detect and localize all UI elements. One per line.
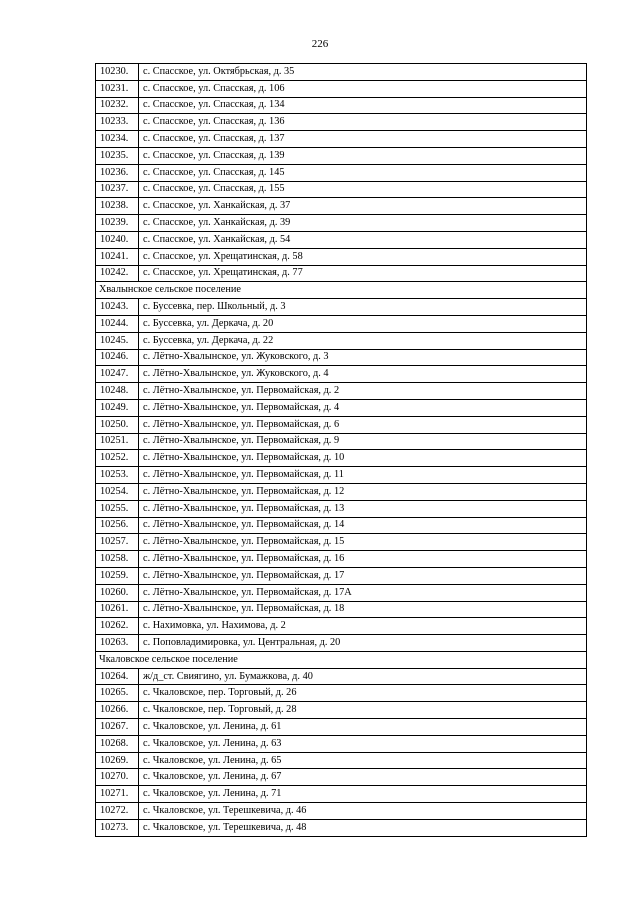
table-row [96,181,587,198]
row-number: 10236. [96,164,139,181]
row-number: 10259. [96,567,139,584]
row-number: 10264. [96,668,139,685]
table-row [96,64,587,81]
row-number: 10272. [96,803,139,820]
row-address: с. Чкаловское, ул. Терешкевича, д. 46 [139,803,587,820]
table-row [96,97,587,114]
row-address: с. Лётно-Хвалынское, ул. Первомайская, д. 13 [139,500,587,517]
row-number: 10247. [96,366,139,383]
row-address: с. Лётно-Хвалынское, ул. Первомайская, д. 12 [139,483,587,500]
row-address: с. Лётно-Хвалынское, ул. Первомайская, д. 10 [139,450,587,467]
row-address: с. Спасское, ул. Спасская, д. 139 [139,147,587,164]
row-address: с. Лётно-Хвалынское, ул. Первомайская, д. 11 [139,467,587,484]
table-row [96,164,587,181]
table-row [96,332,587,349]
row-number: 10266. [96,702,139,719]
row-number: 10242. [96,265,139,282]
row-address: с. Спасское, ул. Октябрьская, д. 35 [139,64,587,81]
row-number: 10246. [96,349,139,366]
row-number: 10255. [96,500,139,517]
row-address: с. Спасское, ул. Спасская, д. 134 [139,97,587,114]
row-number: 10261. [96,601,139,618]
section-row [96,282,587,299]
table-row [96,551,587,568]
table-row [96,601,587,618]
row-address: с. Лётно-Хвалынское, ул. Первомайская, д. 2 [139,383,587,400]
row-number: 10240. [96,231,139,248]
table-row [96,248,587,265]
row-address: с. Спасское, ул. Ханкайская, д. 54 [139,231,587,248]
table-row [96,668,587,685]
row-address: с. Нахимовка, ул. Нахимова, д. 2 [139,618,587,635]
table-row [96,416,587,433]
row-address: с. Спасское, ул. Спасская, д. 155 [139,181,587,198]
section-row [96,651,587,668]
row-number: 10235. [96,147,139,164]
row-number: 10267. [96,719,139,736]
table-row [96,500,587,517]
row-address: с. Лётно-Хвалынское, ул. Первомайская, д. 6 [139,416,587,433]
table-row [96,366,587,383]
table-row [96,618,587,635]
row-address: с. Спасское, ул. Ханкайская, д. 39 [139,215,587,232]
row-number: 10248. [96,383,139,400]
row-number: 10239. [96,215,139,232]
row-number: 10253. [96,467,139,484]
row-address: с. Спасское, ул. Спасская, д. 145 [139,164,587,181]
row-address: с. Чкаловское, ул. Ленина, д. 67 [139,769,587,786]
table-row [96,819,587,836]
table-row [96,483,587,500]
row-address: с. Лётно-Хвалынское, ул. Первомайская, д. 9 [139,433,587,450]
address-table [95,63,587,837]
row-number: 10243. [96,299,139,316]
row-address: с. Буссевка, ул. Деркача, д. 22 [139,332,587,349]
table-row [96,685,587,702]
row-address: с. Лётно-Хвалынское, ул. Первомайская, д. 17 [139,567,587,584]
row-address: с. Спасское, ул. Спасская, д. 106 [139,80,587,97]
table-row [96,719,587,736]
row-address: с. Чкаловское, пер. Торговый, д. 28 [139,702,587,719]
table-row [96,584,587,601]
table-row [96,534,587,551]
row-address: с. Спасское, ул. Спасская, д. 137 [139,131,587,148]
page-number: 226 [311,38,329,50]
table-row [96,80,587,97]
row-number: 10256. [96,517,139,534]
row-number: 10238. [96,198,139,215]
table-row [96,752,587,769]
table-row [96,450,587,467]
row-address: с. Лётно-Хвалынское, ул. Первомайская, д. 17А [139,584,587,601]
row-number: 10249. [96,399,139,416]
table-row [96,467,587,484]
table-row [96,147,587,164]
row-number: 10230. [96,64,139,81]
table-row [96,735,587,752]
row-address: с. Спасское, ул. Хрещатинская, д. 77 [139,265,587,282]
row-address: с. Поповладимировка, ул. Центральная, д. 20 [139,635,587,652]
row-address: с. Чкаловское, ул. Ленина, д. 63 [139,735,587,752]
row-number: 10270. [96,769,139,786]
row-number: 10271. [96,786,139,803]
row-address: с. Чкаловское, ул. Терешкевича, д. 48 [139,819,587,836]
table-row [96,114,587,131]
row-number: 10232. [96,97,139,114]
row-address: с. Лётно-Хвалынское, ул. Первомайская, д. 18 [139,601,587,618]
table-row [96,803,587,820]
table-row [96,786,587,803]
row-number: 10273. [96,819,139,836]
row-number: 10245. [96,332,139,349]
address-table-body [96,64,587,837]
row-number: 10263. [96,635,139,652]
row-number: 10262. [96,618,139,635]
row-address: с. Лётно-Хвалынское, ул. Первомайская, д. 15 [139,534,587,551]
table-row [96,315,587,332]
table-row [96,231,587,248]
row-number: 10234. [96,131,139,148]
row-number: 10250. [96,416,139,433]
row-number: 10231. [96,80,139,97]
table-row [96,198,587,215]
table-row [96,433,587,450]
row-number: 10252. [96,450,139,467]
row-address: с. Чкаловское, ул. Ленина, д. 71 [139,786,587,803]
row-address: с. Спасское, ул. Хрещатинская, д. 58 [139,248,587,265]
row-number: 10241. [96,248,139,265]
row-number: 10251. [96,433,139,450]
table-row [96,702,587,719]
row-number: 10233. [96,114,139,131]
table-row [96,349,587,366]
section-title: Хвалынское сельское поселение [96,282,587,299]
row-address: с. Лётно-Хвалынское, ул. Первомайская, д. 4 [139,399,587,416]
table-row [96,299,587,316]
row-number: 10237. [96,181,139,198]
row-number: 10244. [96,315,139,332]
row-number: 10265. [96,685,139,702]
row-address: с. Лётно-Хвалынское, ул. Первомайская, д. 16 [139,551,587,568]
table-row [96,769,587,786]
row-address: с. Лётно-Хвалынское, ул. Первомайская, д. 14 [139,517,587,534]
row-address: с. Спасское, ул. Спасская, д. 136 [139,114,587,131]
section-title: Чкаловское сельское поселение [96,651,587,668]
table-row [96,383,587,400]
row-address: с. Лётно-Хвалынское, ул. Жуковского, д. 4 [139,366,587,383]
row-address: с. Чкаловское, ул. Ленина, д. 65 [139,752,587,769]
table-row [96,215,587,232]
row-address: с. Лётно-Хвалынское, ул. Жуковского, д. 3 [139,349,587,366]
row-address: с. Спасское, ул. Ханкайская, д. 37 [139,198,587,215]
row-number: 10269. [96,752,139,769]
row-number: 10260. [96,584,139,601]
row-address: с. Чкаловское, пер. Торговый, д. 26 [139,685,587,702]
row-number: 10254. [96,483,139,500]
row-address: с. Чкаловское, ул. Ленина, д. 61 [139,719,587,736]
table-row [96,567,587,584]
table-row [96,265,587,282]
table-row [96,517,587,534]
row-address: с. Буссевка, ул. Деркача, д. 20 [139,315,587,332]
row-number: 10268. [96,735,139,752]
table-row [96,399,587,416]
row-address: ж/д_ст. Свиягино, ул. Бумажкова, д. 40 [139,668,587,685]
table-row [96,635,587,652]
row-address: с. Буссевка, пер. Школьный, д. 3 [139,299,587,316]
table-row [96,131,587,148]
row-number: 10258. [96,551,139,568]
row-number: 10257. [96,534,139,551]
